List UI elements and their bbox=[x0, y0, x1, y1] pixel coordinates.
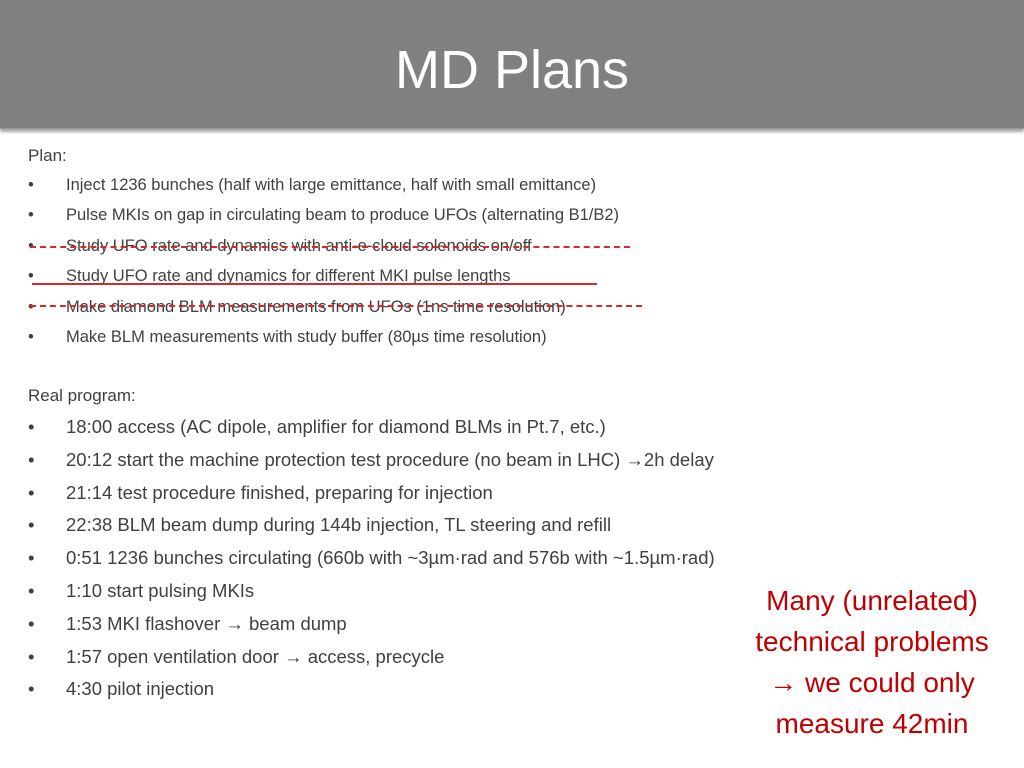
bullet: • bbox=[28, 176, 34, 194]
bullet: • bbox=[28, 416, 35, 437]
plan-item-text: Study UFO rate and dynamics with anti-e-cloud solenoids on/off bbox=[66, 237, 532, 255]
program-item-text: 1:10 start pulsing MKIs bbox=[66, 580, 255, 601]
note-line: → we could only bbox=[769, 667, 975, 698]
bullet: • bbox=[28, 237, 34, 255]
note-line: Many (unrelated) bbox=[766, 585, 978, 616]
strikethrough-line bbox=[30, 246, 630, 248]
bullet: • bbox=[28, 580, 35, 601]
plan-item-text: Pulse MKIs on gap in circulating beam to produce UFOs (alternating B1/B2) bbox=[66, 206, 620, 224]
bullet: • bbox=[28, 646, 35, 667]
note-line: measure 42min bbox=[775, 708, 969, 739]
bullet: • bbox=[28, 328, 34, 346]
bullet: • bbox=[28, 298, 34, 316]
program-item-text: 20:12 start the machine protection test procedure (no beam in LHC) →2h delay bbox=[66, 449, 714, 470]
program-item-text: 18:00 access (AC dipole, amplifier for diamond BLMs in Pt.7, etc.) bbox=[66, 416, 606, 437]
program-item-text: 1:53 MKI flashover → beam dump bbox=[66, 613, 347, 634]
program-item-text: 1:57 open ventilation door → access, precycle bbox=[66, 646, 445, 667]
bullet: • bbox=[28, 514, 35, 535]
plan-item-text: Make diamond BLM measurements from UFOs (1ns time resolution) bbox=[66, 298, 566, 316]
bullet: • bbox=[28, 482, 35, 503]
program-heading: Real program: bbox=[28, 386, 136, 405]
red-callout-note bbox=[722, 580, 1022, 744]
note-line: technical problems bbox=[755, 626, 989, 657]
program-item-text: 22:38 BLM beam dump during 144b injection, TL steering and refill bbox=[66, 514, 612, 535]
program-item-text: 4:30 pilot injection bbox=[66, 678, 215, 699]
program-item-text: 0:51 1236 bunches circulating (660b with ~3µm·rad and 576b with ~1.5µm·rad) bbox=[66, 547, 715, 568]
bullet: • bbox=[28, 547, 35, 568]
title-bar bbox=[0, 0, 1024, 129]
slide-title: MD Plans bbox=[394, 40, 630, 100]
strikethrough-line bbox=[32, 283, 597, 285]
strikethrough-line bbox=[30, 305, 642, 307]
program-item-text: 21:14 test procedure finished, preparing for injection bbox=[66, 482, 493, 503]
plan-item-text: Study UFO rate and dynamics for different MKI pulse lengths bbox=[66, 267, 511, 285]
bullet: • bbox=[28, 206, 34, 224]
bullet: • bbox=[28, 678, 35, 699]
plan-item-text: Inject 1236 bunches (half with large emittance, half with small emittance) bbox=[66, 176, 597, 194]
plan-item-text: Make BLM measurements with study buffer (80µs time resolution) bbox=[66, 328, 547, 346]
bullet: • bbox=[28, 449, 35, 470]
bullet: • bbox=[28, 267, 34, 285]
plan-heading: Plan: bbox=[28, 146, 67, 165]
bullet: • bbox=[28, 613, 35, 634]
